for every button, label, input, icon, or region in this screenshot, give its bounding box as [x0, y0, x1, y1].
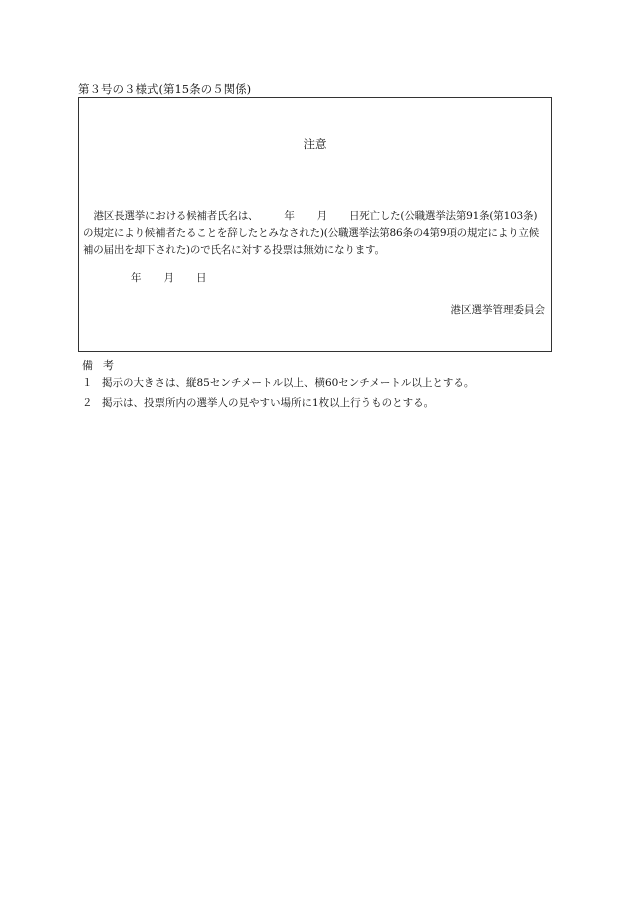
notice-body-part2: 日死亡した(公職選挙法第91条(第103条)の規定により候補者たることを辞したとみなされた)(公職選挙法第86条の4第9項の規定により立候補の届出を却下された)ので氏名に対する投票は無効になります。: [83, 210, 540, 256]
notice-body-month: 月: [316, 210, 327, 222]
date-year-label: 年: [131, 272, 142, 284]
remark-text: 掲示の大きさは、縦85センチメートル以上、横60センチメートル以上とする。: [102, 377, 475, 389]
date-day-label: 日: [196, 272, 207, 284]
remarks-title: 備考: [82, 359, 124, 372]
notice-body-part1: 港区長選挙における候補者氏名は、: [93, 210, 259, 222]
notice-frame: [78, 97, 552, 352]
form-number: 第３号の３様式(第15条の５関係): [78, 82, 252, 96]
notice-body-year: 年: [284, 210, 295, 222]
date-month-label: 月: [163, 272, 174, 284]
remark-item: [82, 395, 434, 410]
remark-text: 掲示は、投票所内の選挙人の見やすい場所に1枚以上行うものとする。: [102, 397, 435, 409]
remark-number: １: [82, 377, 93, 389]
notice-date-line: [131, 270, 207, 285]
remark-item: [82, 375, 474, 390]
committee-signature: 港区選挙管理委員会: [450, 304, 545, 316]
notice-heading: 注意: [303, 137, 327, 151]
remark-number: ２: [82, 397, 93, 409]
notice-body: [83, 208, 545, 259]
